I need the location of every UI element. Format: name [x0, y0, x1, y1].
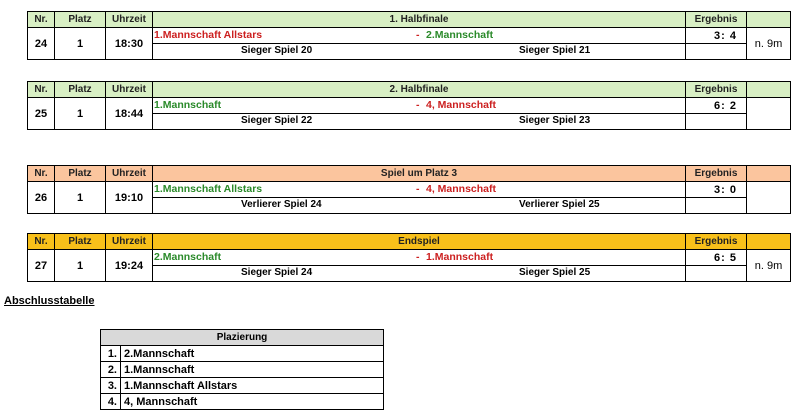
match-title: Spiel um Platz 3: [153, 166, 686, 182]
nr-header: Nr.: [28, 166, 55, 182]
note-header: [747, 82, 791, 98]
platz-header: Platz: [55, 82, 106, 98]
ergebnis-header: Ergebnis: [686, 82, 747, 98]
note-header: [747, 166, 791, 182]
match-platz: 1: [55, 28, 106, 60]
match-nr: 27: [28, 250, 55, 282]
ergebnis-header: Ergebnis: [686, 234, 747, 250]
match-time: 19:10: [106, 182, 153, 214]
match-score: 6: 2: [686, 98, 747, 114]
score-empty: [686, 198, 747, 214]
match-table-2: [27, 81, 791, 130]
standings-row: [101, 394, 384, 410]
platz-header: Platz: [55, 166, 106, 182]
team-home: 1.Mannschaft Allstars: [154, 183, 263, 195]
match-source-cell: [153, 114, 686, 130]
source-home: Sieger Spiel 24: [241, 267, 313, 278]
score-empty: [686, 44, 747, 60]
standings-header: Plazierung: [101, 330, 384, 346]
match-platz: 1: [55, 250, 106, 282]
standings-row: [101, 362, 384, 378]
team-away: 4, Mannschaft: [426, 99, 497, 111]
match-platz: 1: [55, 98, 106, 130]
nr-header: Nr.: [28, 82, 55, 98]
uhrzeit-header: Uhrzeit: [106, 166, 153, 182]
nr-header: Nr.: [28, 234, 55, 250]
team-away: 4, Mannschaft: [426, 183, 497, 195]
match-note: [747, 182, 791, 214]
match-teams-row: [28, 98, 791, 114]
standings-row: [101, 378, 384, 394]
team-away: 2.Mannschaft: [426, 29, 494, 41]
match-teams-row: [28, 250, 791, 266]
match-table-4: [27, 233, 791, 282]
match-note: n. 9m: [747, 28, 791, 60]
source-home: Verlierer Spiel 24: [241, 199, 322, 210]
match-nr: 26: [28, 182, 55, 214]
team-home: 2.Mannschaft: [154, 251, 222, 263]
team-away: 1.Mannschaft: [426, 251, 494, 263]
source-away: Sieger Spiel 25: [519, 267, 591, 278]
match-note: [747, 98, 791, 130]
ergebnis-header: Ergebnis: [686, 12, 747, 28]
source-away: Verlierer Spiel 25: [519, 199, 600, 210]
uhrzeit-header: Uhrzeit: [106, 82, 153, 98]
team-separator: -: [416, 99, 420, 111]
uhrzeit-header: Uhrzeit: [106, 12, 153, 28]
standings-rank: 2.: [101, 362, 121, 378]
standings-header-row: [101, 330, 384, 346]
match-source-cell: [153, 266, 686, 282]
standings-team: 2.Mannschaft: [121, 346, 384, 362]
source-away: Sieger Spiel 21: [519, 45, 591, 56]
match-time: 18:30: [106, 28, 153, 60]
standings-rank: 1.: [101, 346, 121, 362]
match-header-row: [28, 234, 791, 250]
standings-row: [101, 346, 384, 362]
standings-team: 4, Mannschaft: [121, 394, 384, 410]
platz-header: Platz: [55, 234, 106, 250]
nr-header: Nr.: [28, 12, 55, 28]
match-header-row: [28, 82, 791, 98]
standings-team: 1.Mannschaft: [121, 362, 384, 378]
source-home: Sieger Spiel 22: [241, 115, 313, 126]
match-title: Endspiel: [153, 234, 686, 250]
match-teams-cell: [153, 28, 686, 44]
match-teams-row: [28, 28, 791, 44]
platz-header: Platz: [55, 12, 106, 28]
ergebnis-header: Ergebnis: [686, 166, 747, 182]
score-empty: [686, 266, 747, 282]
match-score: 6: 5: [686, 250, 747, 266]
score-empty: [686, 114, 747, 130]
match-score: 3: 4: [686, 28, 747, 44]
match-title: 2. Halbfinale: [153, 82, 686, 98]
standings-rank: 4.: [101, 394, 121, 410]
match-teams-cell: [153, 98, 686, 114]
source-home: Sieger Spiel 20: [241, 45, 313, 56]
match-time: 19:24: [106, 250, 153, 282]
match-table-3: [27, 165, 791, 214]
match-score: 3: 0: [686, 182, 747, 198]
match-header-row: [28, 12, 791, 28]
note-header: [747, 12, 791, 28]
match-teams-cell: [153, 250, 686, 266]
match-header-row: [28, 166, 791, 182]
standings-rank: 3.: [101, 378, 121, 394]
match-source-cell: [153, 44, 686, 60]
match-time: 18:44: [106, 98, 153, 130]
uhrzeit-header: Uhrzeit: [106, 234, 153, 250]
match-note: n. 9m: [747, 250, 791, 282]
team-separator: -: [416, 183, 420, 195]
standings-team: 1.Mannschaft Allstars: [121, 378, 384, 394]
match-nr: 25: [28, 98, 55, 130]
match-teams-row: [28, 182, 791, 198]
match-platz: 1: [55, 182, 106, 214]
match-title: 1. Halbfinale: [153, 12, 686, 28]
final-table-title: Abschlusstabelle: [4, 295, 95, 307]
match-source-cell: [153, 198, 686, 214]
team-home: 1.Mannschaft Allstars: [154, 29, 263, 41]
team-home: 1.Mannschaft: [154, 99, 222, 111]
team-separator: -: [416, 29, 420, 41]
match-nr: 24: [28, 28, 55, 60]
match-table-1: [27, 11, 791, 60]
note-header: [747, 234, 791, 250]
team-separator: -: [416, 251, 420, 263]
standings-table: [100, 329, 384, 410]
source-away: Sieger Spiel 23: [519, 115, 591, 126]
match-teams-cell: [153, 182, 686, 198]
